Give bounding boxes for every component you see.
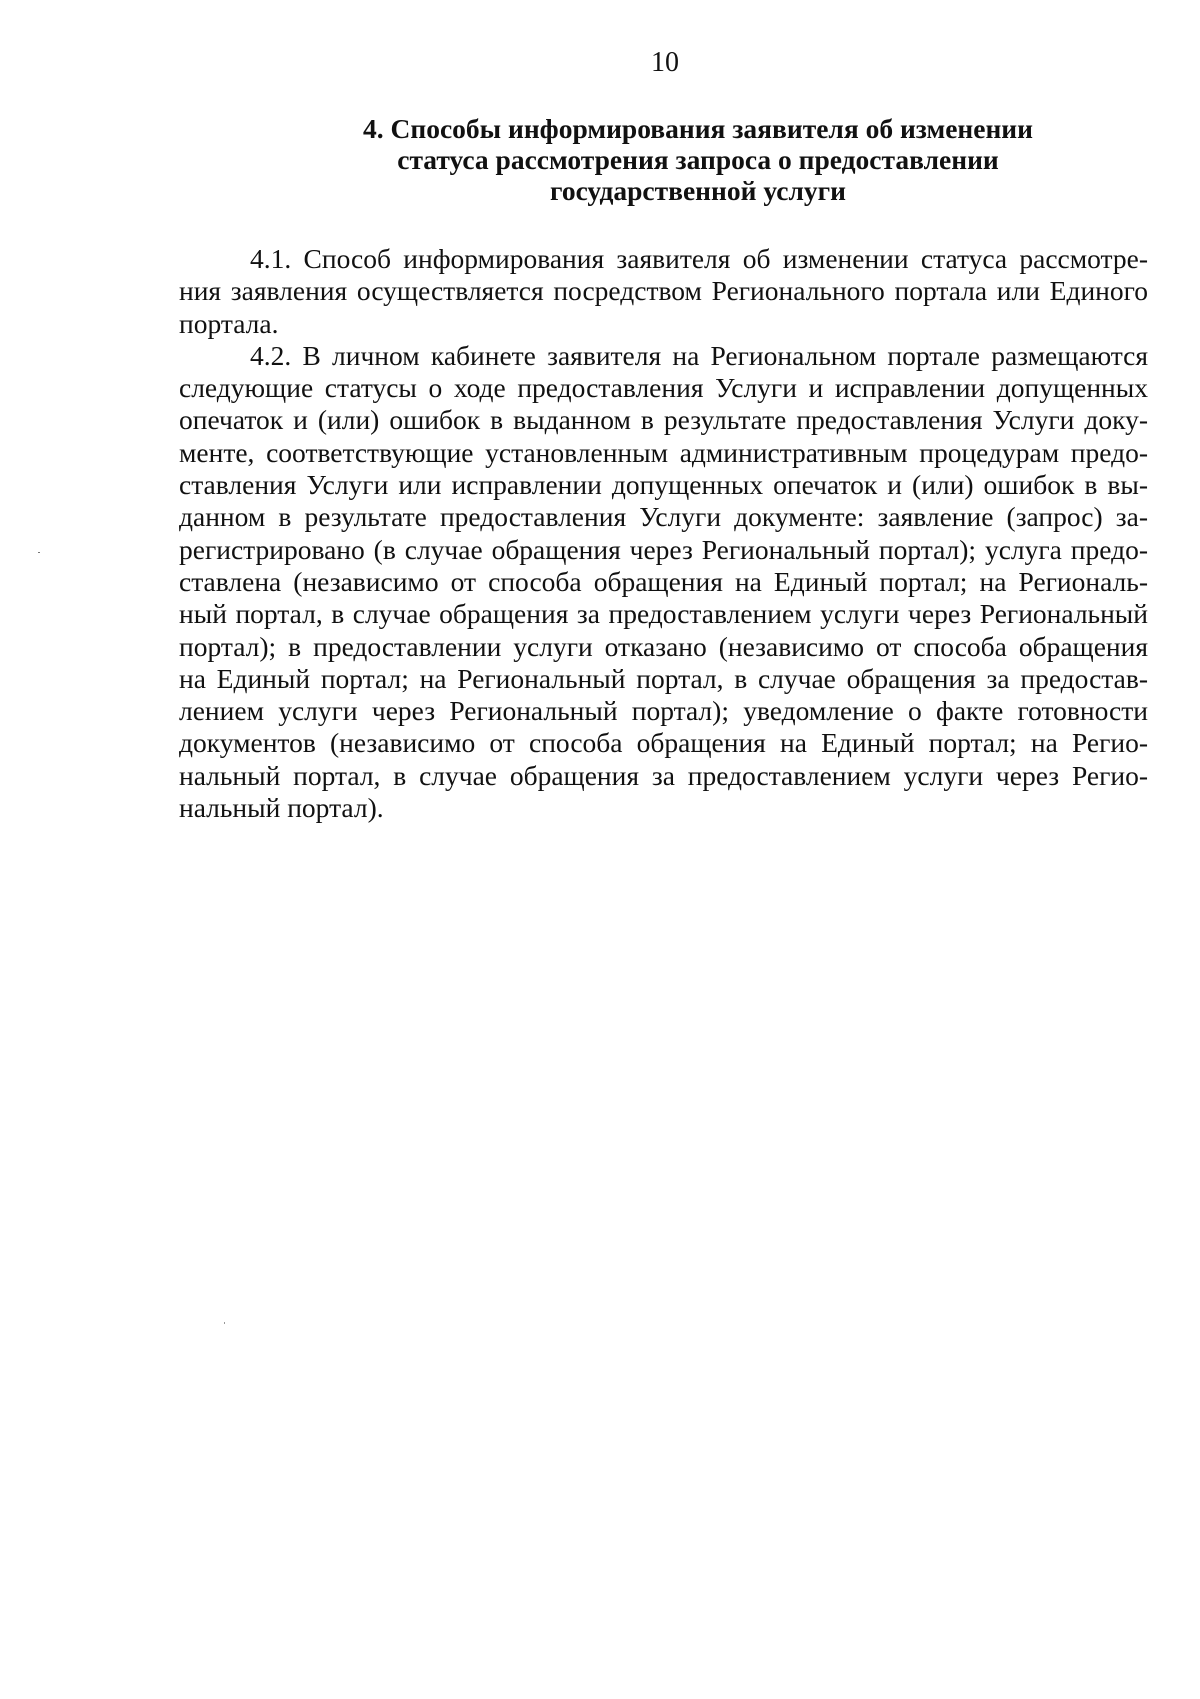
text-line: портала. [179,307,279,339]
section-heading [334,113,1062,206]
text-line: лением услуги через Региональный портал); уведомление о факте готовности [179,695,1148,727]
scan-artifact [224,1322,225,1324]
text-line: ния заявления осуществляется посредством Регионального портала или Единого [179,275,1148,307]
text-line: опечаток и (или) ошибок в выданном в результате предоставления Услуги доку- [179,404,1148,436]
text-line: нальный портал). [179,792,384,824]
text-line: ставлена (независимо от способа обращения на Единый портал; на Региональ- [179,565,1148,597]
text-line: нальный портал, в случае обращения за предоставлением услуги через Регио- [179,759,1148,791]
scan-artifact [38,552,40,553]
page-number: 10 [651,47,679,78]
text-line: следующие статусы о ходе предоставления Услуги и исправлении допущенных [179,372,1148,404]
text-line: регистрировано (в случае обращения через Региональный портал); услуга предо- [179,533,1148,565]
text-line: 4.2. В личном кабинете заявителя на Региональном портале размещаются [250,339,1148,371]
heading-line: государственной услуги [550,175,846,206]
text-line: 4.1. Способ информирования заявителя об изменении статуса рассмотре- [250,243,1148,274]
text-line: на Единый портал; на Региональный портал, в случае обращения за предостав- [179,662,1148,694]
text-line: ставления Услуги или исправлении допущенных опечаток и (или) ошибок в вы- [179,469,1148,501]
paragraph-4-2 [179,340,1148,824]
text-line: менте, соответствующие установленным административным процедурам предо- [179,436,1148,468]
body-text [179,243,1148,824]
text-line: данном в результате предоставления Услуги документе: заявление (запрос) за- [179,501,1148,533]
heading-line: 4. Способы информирования заявителя об изменении [362,113,1033,144]
text-line: ный портал, в случае обращения за предоставлением услуги через Региональный [179,598,1148,630]
paragraph-4-1 [179,243,1148,340]
text-line: документов (независимо от способа обращения на Единый портал; на Регио- [179,727,1148,759]
text-line: портал); в предоставлении услуги отказано (независимо от способа обращения [179,630,1148,662]
heading-line: статуса рассмотрения запроса о предоставлении [397,144,999,175]
